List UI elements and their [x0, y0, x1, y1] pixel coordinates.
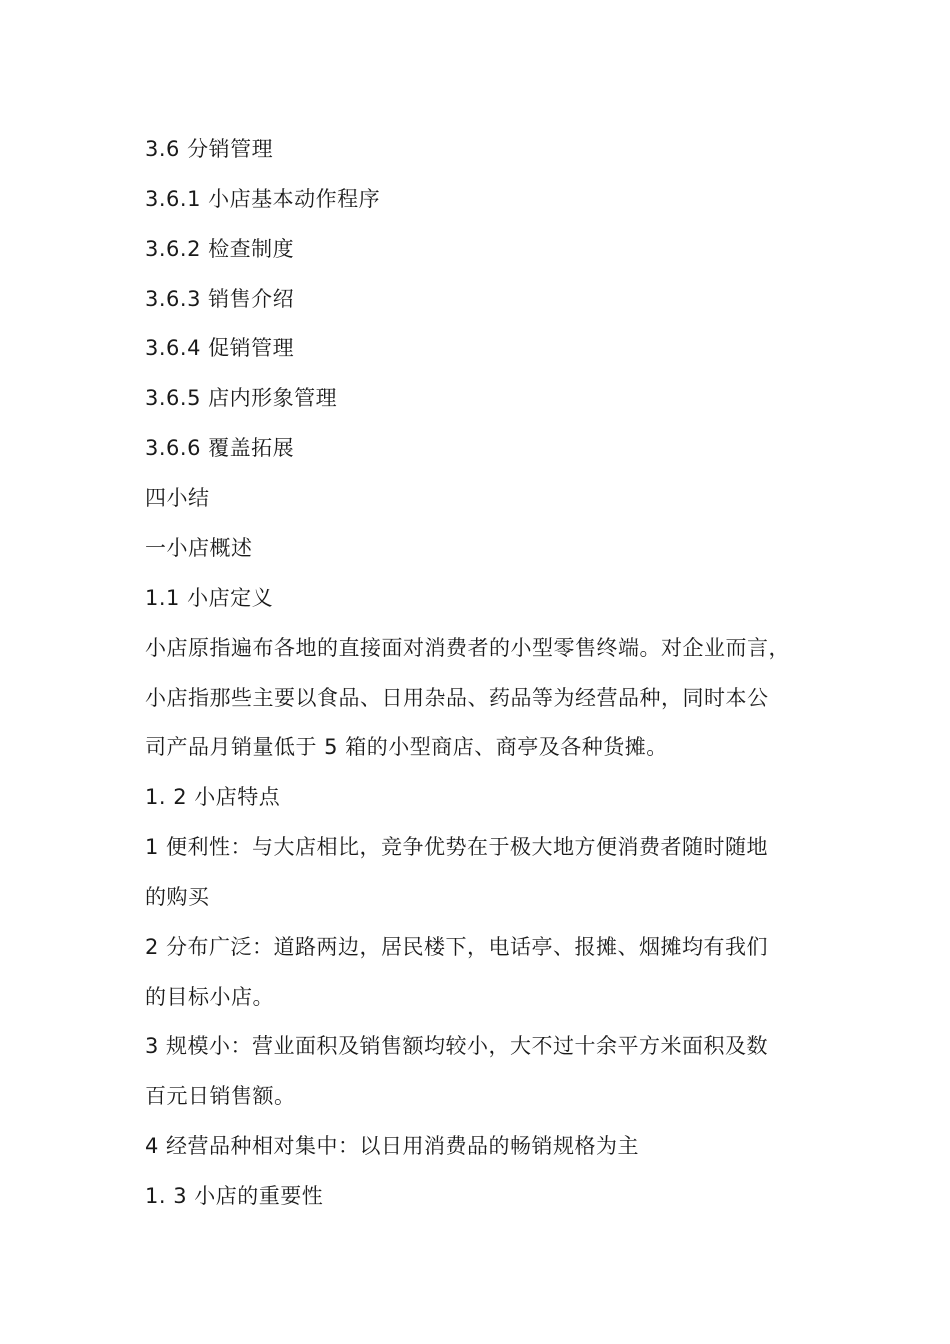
list-item-line: 百元日销售额。: [145, 1084, 296, 1108]
toc-line-3-6: 3.6 分销管理: [145, 137, 274, 161]
subsection-heading-1-2: 1. 2 小店特点: [145, 785, 281, 809]
toc-line-3-6-3: 3.6.3 销售介绍: [145, 287, 295, 311]
toc-line-3-6-4: 3.6.4 促销管理: [145, 336, 295, 360]
list-item-line: 3 规模小：营业面积及销售额均较小，大不过十余平方米面积及数: [145, 1034, 769, 1058]
toc-line-3-6-2: 3.6.2 检查制度: [145, 237, 295, 261]
section-heading-1: 一小店概述: [145, 536, 253, 560]
subsection-heading-1-1: 1.1 小店定义: [145, 586, 274, 610]
list-item-line: 的目标小店。: [145, 985, 274, 1009]
toc-line-3-6-6: 3.6.6 覆盖拓展: [145, 436, 295, 460]
toc-line-section-4: 四小结: [145, 486, 210, 510]
paragraph-line: 小店原指遍布各地的直接面对消费者的小型零售终端。对企业而言，: [145, 636, 790, 660]
list-item-line: 的购买: [145, 885, 210, 909]
list-item-line: 4 经营品种相对集中：以日用消费品的畅销规格为主: [145, 1134, 640, 1158]
paragraph-line: 司产品月销量低于 5 箱的小型商店、商亭及各种货摊。: [145, 735, 668, 759]
list-item-line: 2 分布广泛：道路两边，居民楼下，电话亭、报摊、烟摊均有我们: [145, 935, 769, 959]
toc-line-3-6-1: 3.6.1 小店基本动作程序: [145, 187, 381, 211]
toc-line-3-6-5: 3.6.5 店内形象管理: [145, 386, 338, 410]
list-item-line: 1 便利性：与大店相比，竞争优势在于极大地方便消费者随时随地: [145, 835, 769, 859]
subsection-heading-1-3: 1. 3 小店的重要性: [145, 1184, 324, 1208]
paragraph-line: 小店指那些主要以食品、日用杂品、药品等为经营品种，同时本公: [145, 686, 769, 710]
